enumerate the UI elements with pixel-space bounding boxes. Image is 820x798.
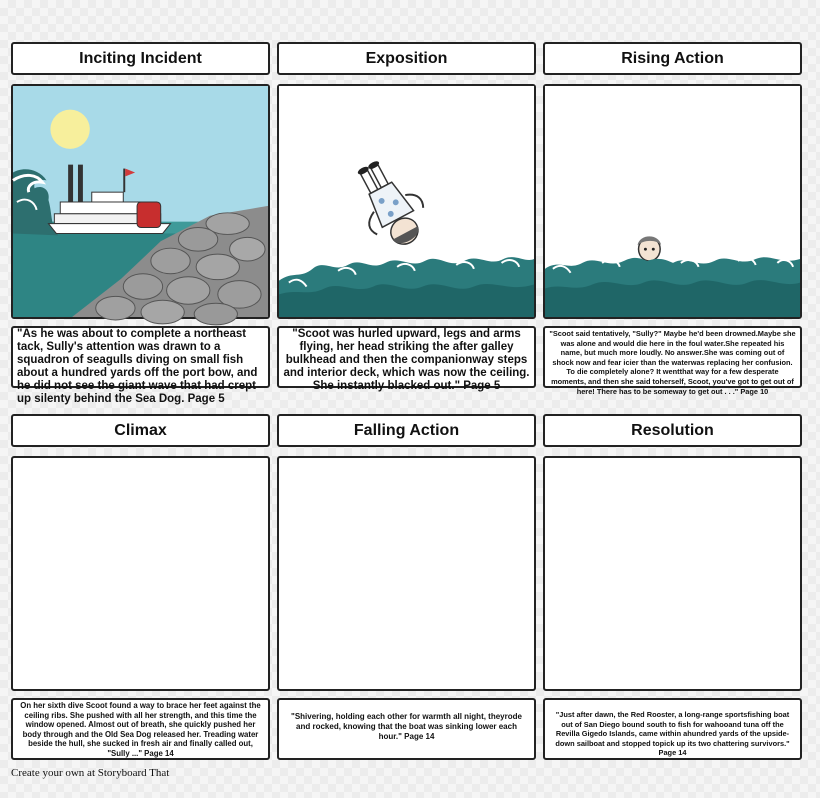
caption-climax bbox=[11, 698, 270, 760]
caption-rising-action bbox=[543, 326, 802, 396]
scene-falling-action bbox=[277, 456, 536, 691]
waves-icon bbox=[545, 257, 800, 317]
cell-title-climax: Climax bbox=[11, 414, 270, 447]
scene-climax bbox=[11, 456, 270, 691]
waves-icon bbox=[279, 257, 534, 317]
scene-exposition bbox=[277, 84, 536, 319]
cell-title-falling-action: Falling Action bbox=[277, 414, 536, 447]
caption-exposition bbox=[277, 326, 536, 392]
scene-inciting-incident bbox=[11, 84, 270, 319]
scene-resolution bbox=[543, 456, 802, 691]
footer-credit: Create your own at Storyboard That bbox=[11, 767, 170, 779]
caption-falling-action bbox=[277, 698, 536, 760]
cell-title-rising-action: Rising Action bbox=[543, 42, 802, 75]
caption-text: "As he was about to complete a northeast tack, Sully's attention was drawn to a squadron of seagulls diving on small fish about a hundred yards off the port bow, and he did not see the giant wave that had crept up silenty behind the Sea Dog. Page 5 bbox=[17, 328, 258, 405]
caption-inciting-incident bbox=[11, 326, 270, 405]
caption-resolution bbox=[543, 698, 802, 760]
cell-title-resolution: Resolution bbox=[543, 414, 802, 447]
caption-text: "Scoot said tentatively, "Sully?" Maybe he'd been drowned.Maybe she was alone and would die here in the foul water.She repeated his name, but much more loudly. No answer.She was coming out of shock now and fear icier than the waterwas replacing her confusion. To die completely alone? It wentthat way for a few desperate moments, and then she said toherself, Scoot, you've got to get out of here! There has to be someway to get out . . ." Page 10 bbox=[549, 329, 796, 396]
cell-title-exposition: Exposition bbox=[277, 42, 536, 75]
caption-text: "Shivering, holding each other for warmth all night, theyrode and rocked, knowing that the boat was sinking lower each hour." Page 14 bbox=[291, 712, 522, 741]
caption-text: "Just after dawn, the Red Rooster, a long-range sportsfishing boat out of San Diego bound south to fish for wahooand tuna off the Revilla Gigedo Islands, came within ahundred yards of the upside-down sailboat and stopped topick up its two chattering survivors." Page 14 bbox=[555, 710, 790, 758]
swimming-girl-icon bbox=[638, 236, 662, 261]
caption-text: On her sixth dive Scoot found a way to brace her feet against the ceiling ribs. She pushed with all her strength, and this time the window opened. Almost out of breath, she quickly pushed her body through and the Old Sea Dog released her. Treading water beside the hull, she sucked in fresh air and finally called out, "Sully ..." Page 14 bbox=[20, 701, 261, 758]
sun-icon bbox=[50, 110, 89, 149]
scene-rising-action bbox=[543, 84, 802, 319]
cell-title-inciting-incident: Inciting Incident bbox=[11, 42, 270, 75]
caption-text: "Scoot was hurled upward, legs and arms flying, her head striking the after galley bulkhead and then the companionway steps and interior deck, which was now the ceiling. She instantly blacked out." Page 5 bbox=[283, 328, 530, 392]
